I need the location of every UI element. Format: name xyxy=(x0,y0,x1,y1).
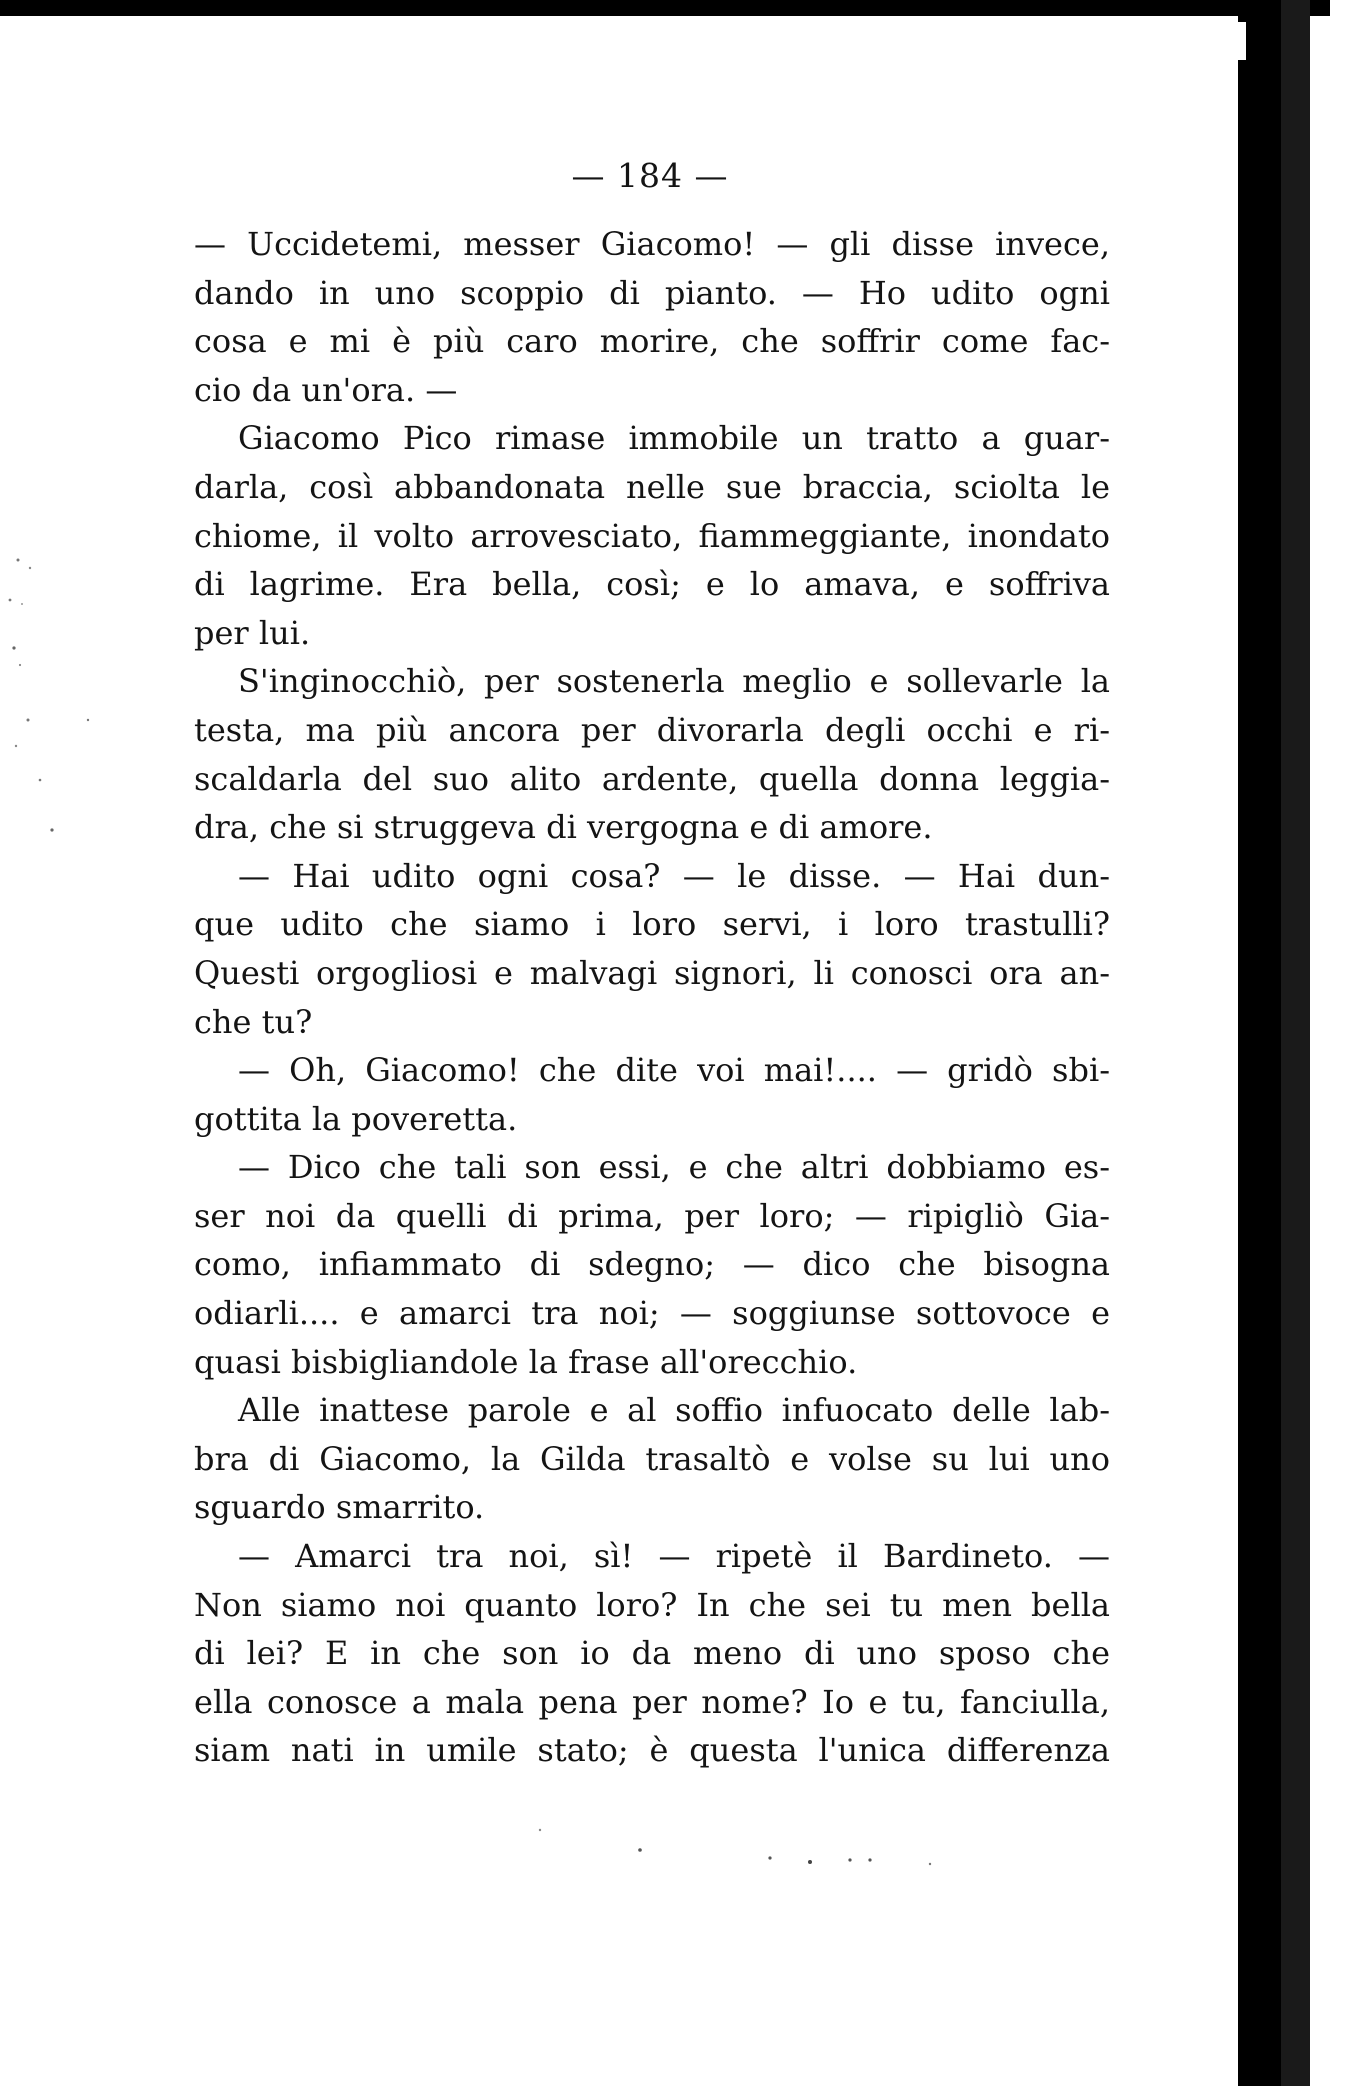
text-line: dando in uno scoppio di pianto. — Ho udito ogni xyxy=(194,273,1110,312)
text-line: — Uccidetemi, messer Giacomo! — gli disse invece, xyxy=(194,225,1110,263)
text-line: odiarli.... e amarci tra noi; — soggiunse sottovoce e xyxy=(194,1294,1110,1333)
text-line: como, infiammato di sdegno; — dico che bisogna xyxy=(194,1245,1110,1284)
top-border-rule xyxy=(0,0,1330,16)
text-line: Questi orgogliosi e malvagi signori, li conosci ora an- xyxy=(194,953,1110,992)
text-line: testa, ma più ancora per divorarla degli occhi e ri- xyxy=(194,710,1110,749)
text-line: — Hai udito ogni cosa? — le disse. — Hai dun- xyxy=(238,856,1110,895)
text-line: ella conosce a mala pena per nome? Io e tu, fanciulla, xyxy=(194,1682,1110,1721)
text-line: S'inginocchiò, per sostenerla meglio e sollevarle la xyxy=(238,662,1110,701)
text-line: di lagrime. Era bella, così; e lo amava, e soffriva xyxy=(194,565,1110,604)
body-text xyxy=(194,220,1110,1775)
text-line: chiome, il volto arrovesciato, fiammeggiante, inondato xyxy=(194,516,1110,555)
text-line: darla, così abbandonata nelle sue braccia, sciolta le xyxy=(194,467,1110,506)
text-line: dra, che si struggeva di vergogna e di amore. xyxy=(194,808,933,847)
text-line: ser noi da quelli di prima, per loro; — ripigliò Gia- xyxy=(194,1196,1110,1235)
text-line: sguardo smarrito. xyxy=(194,1488,485,1527)
page-number: — 184 — xyxy=(571,156,729,195)
text-line: Alle inattese parole e al soffio infuocato delle lab- xyxy=(238,1391,1110,1430)
text-line: — Amarci tra noi, sì! — ripetè il Bardineto. — xyxy=(238,1537,1110,1576)
right-edge-binding-shadow xyxy=(1238,0,1310,2086)
left-margin-specks xyxy=(0,540,110,880)
text-line: siam nati in umile stato; è questa l'unica differenza xyxy=(194,1731,1110,1770)
text-line: Giacomo Pico rimase immobile un tratto a guar- xyxy=(238,419,1110,458)
text-line: quasi bisbigliandole la frase all'orecchio. xyxy=(194,1342,858,1381)
text-line: — Dico che tali son essi, e che altri dobbiamo es- xyxy=(238,1148,1110,1187)
text-line: cosa e mi è più caro morire, che soffrir come fac- xyxy=(194,322,1110,361)
binding-notch xyxy=(1236,22,1246,60)
text-line: Non siamo noi quanto loro? In che sei tu men bella xyxy=(194,1585,1110,1624)
text-line: — Oh, Giacomo! che dite voi mai!.... — gridò sbi- xyxy=(238,1051,1110,1090)
text-line: que udito che siamo i loro servi, i loro trastulli? xyxy=(194,905,1110,944)
bottom-margin-specks xyxy=(520,1820,970,1900)
text-line: di lei? E in che son io da meno di uno sposo che xyxy=(194,1634,1110,1673)
text-line: scaldarla del suo alito ardente, quella donna leggia- xyxy=(194,759,1110,798)
text-line: bra di Giacomo, la Gilda trasaltò e volse su lui uno xyxy=(194,1439,1110,1478)
text-line: cio da un'ora. — xyxy=(194,370,458,409)
text-line: per lui. xyxy=(194,613,311,652)
text-line: che tu? xyxy=(194,1002,313,1041)
text-line: gottita la poveretta. xyxy=(194,1099,518,1138)
